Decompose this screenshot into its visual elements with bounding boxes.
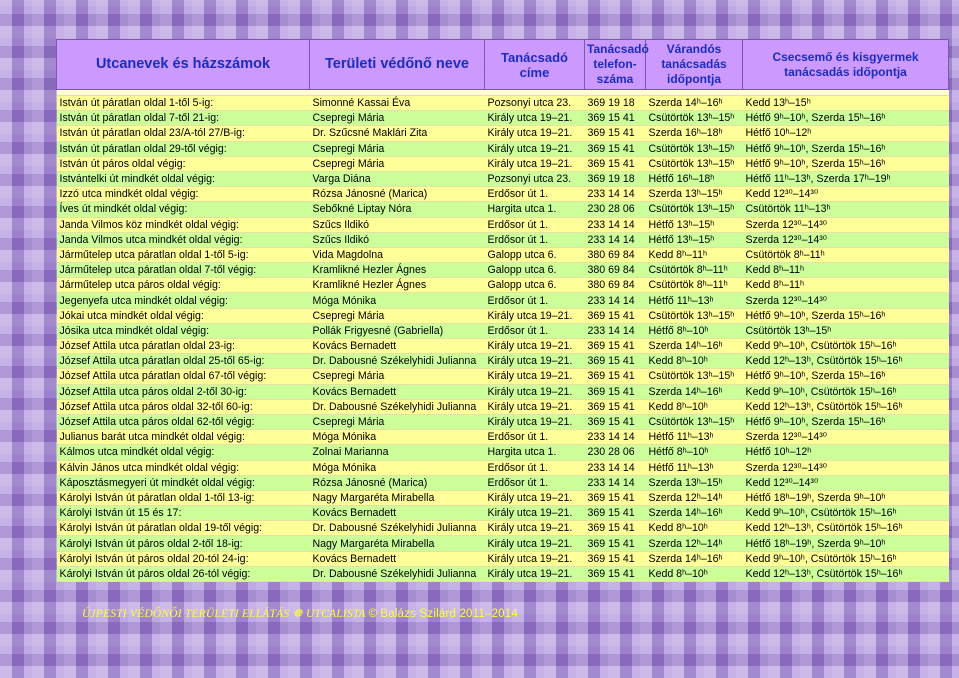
infant-time-cell: Hétfő 9ʰ–10ʰ, Szerda 15ʰ–16ʰ [743, 156, 949, 171]
pregnancy-time-cell: Kedd 8ʰ–11ʰ [646, 247, 743, 262]
nurse-cell: Kovács Bernadett [310, 384, 485, 399]
table-row [57, 339, 949, 354]
address-cell: Király utca 19–21. [485, 551, 585, 566]
header-infant-time: Csecsemő és kisgyermek tanácsadás időpontja [743, 40, 949, 90]
header-phone: Tanácsadó telefon-száma [585, 40, 646, 90]
phone-cell: 369 15 41 [585, 384, 646, 399]
street-cell: Káposztásmegyeri út mindkét oldal végig: [57, 475, 310, 490]
table-row [57, 506, 949, 521]
nurse-cell: Nagy Margaréta Mirabella [310, 536, 485, 551]
phone-cell: 380 69 84 [585, 278, 646, 293]
infant-time-cell: Hétfő 9ʰ–10ʰ, Szerda 15ʰ–16ʰ [743, 111, 949, 126]
pregnancy-time-cell: Kedd 8ʰ–10ʰ [646, 354, 743, 369]
table-body [57, 90, 949, 582]
pregnancy-time-cell: Hétfő 11ʰ–13ʰ [646, 430, 743, 445]
address-cell: Király utca 19–21. [485, 156, 585, 171]
nurse-cell: Móga Mónika [310, 460, 485, 475]
street-cell: István út páratlan oldal 1-től 5-ig: [57, 96, 310, 111]
street-cell: Jegenyefa utca mindkét oldal végig: [57, 293, 310, 308]
infant-time-cell: Csütörtök 11ʰ–13ʰ [743, 202, 949, 217]
table-row [57, 156, 949, 171]
pregnancy-time-cell: Szerda 12ʰ–14ʰ [646, 536, 743, 551]
phone-cell: 369 15 41 [585, 111, 646, 126]
table-row [57, 551, 949, 566]
street-cell: István út páratlan oldal 29-től végig: [57, 141, 310, 156]
header-nurse: Területi védőnő neve [310, 40, 485, 90]
table-row [57, 263, 949, 278]
pregnancy-time-cell: Csütörtök 8ʰ–11ʰ [646, 263, 743, 278]
pregnancy-time-cell: Hétfő 8ʰ–10ʰ [646, 323, 743, 338]
table-row [57, 536, 949, 551]
pregnancy-time-cell: Csütörtök 8ʰ–11ʰ [646, 278, 743, 293]
infant-time-cell: Kedd 9ʰ–10ʰ, Csütörtök 15ʰ–16ʰ [743, 551, 949, 566]
nurse-cell: Varga Diána [310, 171, 485, 186]
table-row [57, 217, 949, 232]
address-cell: Király utca 19–21. [485, 308, 585, 323]
street-cell: József Attila utca páros oldal 32-től 60-ig: [57, 399, 310, 414]
address-cell: Erdősor út 1. [485, 293, 585, 308]
table-row [57, 111, 949, 126]
nurse-cell: Simonné Kassai Éva [310, 96, 485, 111]
street-cell: István út páros oldal végig: [57, 156, 310, 171]
header-street: Utcanevek és házszámok [57, 40, 310, 90]
table-row [57, 202, 949, 217]
phone-cell: 369 15 41 [585, 308, 646, 323]
phone-cell: 230 28 06 [585, 202, 646, 217]
address-cell: Erdősor út 1. [485, 232, 585, 247]
header-pregnancy-time: Várandós tanácsadás időpontja [646, 40, 743, 90]
phone-cell: 233 14 14 [585, 323, 646, 338]
infant-time-cell: Szerda 12³⁰–14³⁰ [743, 430, 949, 445]
infant-time-cell: Hétfő 9ʰ–10ʰ, Szerda 15ʰ–16ʰ [743, 369, 949, 384]
footer-author: Balázs Szilárd 2011–2014 [380, 608, 518, 620]
schedule-sheet [56, 39, 948, 582]
table-row [57, 521, 949, 536]
address-cell: Erdősor út 1. [485, 323, 585, 338]
table-row [57, 323, 949, 338]
pregnancy-time-cell: Szerda 14ʰ–16ʰ [646, 339, 743, 354]
infant-time-cell: Hétfő 10ʰ–12ʰ [743, 126, 949, 141]
pregnancy-time-cell: Hétfő 8ʰ–10ʰ [646, 445, 743, 460]
street-cell: József Attila utca páratlan oldal 25-től 65-ig: [57, 354, 310, 369]
infant-time-cell: Hétfő 18ʰ–19ʰ, Szerda 9ʰ–10ʰ [743, 490, 949, 505]
infant-time-cell: Kedd 8ʰ–11ʰ [743, 278, 949, 293]
pregnancy-time-cell: Szerda 13ʰ–15ʰ [646, 187, 743, 202]
street-cell: Jósika utca mindkét oldal végig: [57, 323, 310, 338]
street-cell: Julianus barát utca mindkét oldal végig: [57, 430, 310, 445]
pregnancy-time-cell: Hétfő 11ʰ–13ʰ [646, 293, 743, 308]
infant-time-cell: Kedd 9ʰ–10ʰ, Csütörtök 15ʰ–16ʰ [743, 339, 949, 354]
nurse-cell: Szűcs Ildikó [310, 232, 485, 247]
pregnancy-time-cell: Csütörtök 13ʰ–15ʰ [646, 369, 743, 384]
footer-org: ÚJPESTI VÉDŐNŐI TERÜLETI ELLÁTÁS [82, 608, 290, 620]
address-cell: Király utca 19–21. [485, 384, 585, 399]
phone-cell: 369 15 41 [585, 339, 646, 354]
street-cell: Károlyi István út páros oldal 20-tól 24-ig: [57, 551, 310, 566]
street-cell: Járműtelep utca páros oldal végig: [57, 278, 310, 293]
street-cell: József Attila utca páros oldal 2-től 30-ig: [57, 384, 310, 399]
phone-cell: 233 14 14 [585, 293, 646, 308]
header-address: Tanácsadó címe [485, 40, 585, 90]
street-schedule-table [56, 39, 949, 582]
pregnancy-time-cell: Kedd 8ʰ–10ʰ [646, 521, 743, 536]
address-cell: Király utca 19–21. [485, 354, 585, 369]
phone-cell: 369 15 41 [585, 414, 646, 429]
address-cell: Király utca 19–21. [485, 399, 585, 414]
street-cell: Járműtelep utca páratlan oldal 1-től 5-ig: [57, 247, 310, 262]
street-cell: Károlyi István út páratlan oldal 19-től végig: [57, 521, 310, 536]
street-cell: Járműtelep utca páratlan oldal 7-től végig: [57, 263, 310, 278]
infant-time-cell: Kedd 12³⁰–14³⁰ [743, 475, 949, 490]
address-cell: Király utca 19–21. [485, 414, 585, 429]
table-header-row [57, 40, 949, 90]
phone-cell: 233 14 14 [585, 460, 646, 475]
infant-time-cell: Kedd 12ʰ–13ʰ, Csütörtök 15ʰ–16ʰ [743, 354, 949, 369]
street-cell: Janda Vilmos utca mindkét oldal végig: [57, 232, 310, 247]
address-cell: Király utca 19–21. [485, 141, 585, 156]
address-cell: Király utca 19–21. [485, 536, 585, 551]
pregnancy-time-cell: Csütörtök 13ʰ–15ʰ [646, 308, 743, 323]
phone-cell: 369 15 41 [585, 536, 646, 551]
pregnancy-time-cell: Szerda 14ʰ–16ʰ [646, 384, 743, 399]
address-cell: Hargita utca 1. [485, 445, 585, 460]
nurse-cell: Móga Mónika [310, 293, 485, 308]
pregnancy-time-cell: Szerda 16ʰ–18ʰ [646, 126, 743, 141]
address-cell: Király utca 19–21. [485, 566, 585, 581]
table-row [57, 187, 949, 202]
infant-time-cell: Kedd 12³⁰–14³⁰ [743, 187, 949, 202]
street-cell: István út páratlan oldal 23/A-tól 27/B-ig: [57, 126, 310, 141]
infant-time-cell: Kedd 8ʰ–11ʰ [743, 263, 949, 278]
footer-title: UTCALISTA [306, 608, 366, 620]
street-cell: Kálmos utca mindkét oldal végig: [57, 445, 310, 460]
phone-cell: 233 14 14 [585, 430, 646, 445]
phone-cell: 369 15 41 [585, 490, 646, 505]
address-cell: Pozsonyi utca 23. [485, 96, 585, 111]
table-row [57, 232, 949, 247]
pregnancy-time-cell: Kedd 8ʰ–10ʰ [646, 566, 743, 581]
table-row [57, 308, 949, 323]
street-cell: Izzó utca mindkét oldal végig: [57, 187, 310, 202]
address-cell: Király utca 19–21. [485, 490, 585, 505]
table-row [57, 141, 949, 156]
table-row [57, 445, 949, 460]
nurse-cell: Dr. Dabousné Székelyhidi Julianna [310, 399, 485, 414]
pregnancy-time-cell: Csütörtök 13ʰ–15ʰ [646, 141, 743, 156]
address-cell: Király utca 19–21. [485, 506, 585, 521]
address-cell: Király utca 19–21. [485, 521, 585, 536]
nurse-cell: Dr. Dabousné Székelyhidi Julianna [310, 521, 485, 536]
nurse-cell: Csepregi Mária [310, 141, 485, 156]
nurse-cell: Csepregi Mária [310, 369, 485, 384]
infant-time-cell: Hétfő 9ʰ–10ʰ, Szerda 15ʰ–16ʰ [743, 141, 949, 156]
table-row [57, 475, 949, 490]
pregnancy-time-cell: Szerda 13ʰ–15ʰ [646, 475, 743, 490]
table-row [57, 278, 949, 293]
phone-cell: 369 15 41 [585, 126, 646, 141]
address-cell: Erdősor út 1. [485, 187, 585, 202]
address-cell: Galopp utca 6. [485, 263, 585, 278]
pregnancy-time-cell: Szerda 12ʰ–14ʰ [646, 490, 743, 505]
pregnancy-time-cell: Csütörtök 13ʰ–15ʰ [646, 156, 743, 171]
nurse-cell: Dr. Szűcsné Maklári Zita [310, 126, 485, 141]
address-cell: Hargita utca 1. [485, 202, 585, 217]
phone-cell: 369 19 18 [585, 96, 646, 111]
street-cell: József Attila utca páratlan oldal 67-től végig: [57, 369, 310, 384]
phone-cell: 230 28 06 [585, 445, 646, 460]
phone-cell: 233 14 14 [585, 187, 646, 202]
nurse-cell: Csepregi Mária [310, 414, 485, 429]
nurse-cell: Dr. Dabousné Székelyhidi Julianna [310, 566, 485, 581]
table-row [57, 369, 949, 384]
nurse-cell: Vida Magdolna [310, 247, 485, 262]
address-cell: Erdősor út 1. [485, 460, 585, 475]
copyright-icon: © [368, 608, 378, 620]
street-cell: Károlyi István út páros oldal 2-től 18-ig: [57, 536, 310, 551]
nurse-cell: Pollák Frigyesné (Gabriella) [310, 323, 485, 338]
phone-cell: 233 14 14 [585, 232, 646, 247]
street-cell: József Attila utca páratlan oldal 23-ig: [57, 339, 310, 354]
infant-time-cell: Kedd 12ʰ–13ʰ, Csütörtök 15ʰ–16ʰ [743, 521, 949, 536]
footer [82, 606, 518, 620]
address-cell: Erdősor út 1. [485, 430, 585, 445]
nurse-cell: Csepregi Mária [310, 156, 485, 171]
address-cell: Pozsonyi utca 23. [485, 171, 585, 186]
infant-time-cell: Kedd 12ʰ–13ʰ, Csütörtök 15ʰ–16ʰ [743, 566, 949, 581]
infant-time-cell: Hétfő 18ʰ–19ʰ, Szerda 9ʰ–10ʰ [743, 536, 949, 551]
table-row [57, 247, 949, 262]
address-cell: Király utca 19–21. [485, 339, 585, 354]
address-cell: Erdősor út 1. [485, 217, 585, 232]
phone-cell: 233 14 14 [585, 217, 646, 232]
address-cell: Király utca 19–21. [485, 111, 585, 126]
infant-time-cell: Szerda 12³⁰–14³⁰ [743, 217, 949, 232]
infant-time-cell: Csütörtök 13ʰ–15ʰ [743, 323, 949, 338]
infant-time-cell: Kedd 9ʰ–10ʰ, Csütörtök 15ʰ–16ʰ [743, 506, 949, 521]
pregnancy-time-cell: Hétfő 13ʰ–15ʰ [646, 232, 743, 247]
table-row [57, 430, 949, 445]
street-cell: Károlyi István út 15 és 17: [57, 506, 310, 521]
pregnancy-time-cell: Szerda 14ʰ–16ʰ [646, 551, 743, 566]
phone-cell: 369 15 41 [585, 506, 646, 521]
street-cell: Károlyi István út páros oldal 26-tól végig: [57, 566, 310, 581]
phone-cell: 380 69 84 [585, 263, 646, 278]
phone-cell: 369 15 41 [585, 369, 646, 384]
table-row [57, 490, 949, 505]
pregnancy-time-cell: Hétfő 13ʰ–15ʰ [646, 217, 743, 232]
phone-cell: 369 15 41 [585, 141, 646, 156]
address-cell: Galopp utca 6. [485, 278, 585, 293]
street-cell: Kálvin János utca mindkét oldal végig: [57, 460, 310, 475]
pregnancy-time-cell: Szerda 14ʰ–16ʰ [646, 96, 743, 111]
table-row [57, 566, 949, 581]
street-cell: Íves út mindkét oldal végig: [57, 202, 310, 217]
street-cell: Jókai utca mindkét oldal végig: [57, 308, 310, 323]
table-row [57, 293, 949, 308]
nurse-cell: Csepregi Mária [310, 308, 485, 323]
table-row [57, 171, 949, 186]
table-row [57, 96, 949, 111]
street-cell: István út páratlan oldal 7-től 21-ig: [57, 111, 310, 126]
phone-cell: 380 69 84 [585, 247, 646, 262]
nurse-cell: Kovács Bernadett [310, 506, 485, 521]
infant-time-cell: Kedd 12ʰ–13ʰ, Csütörtök 15ʰ–16ʰ [743, 399, 949, 414]
phone-cell: 369 15 41 [585, 354, 646, 369]
table-row [57, 460, 949, 475]
nurse-cell: Zolnai Marianna [310, 445, 485, 460]
footer-symbol: ☸ [292, 608, 303, 620]
nurse-cell: Kovács Bernadett [310, 551, 485, 566]
table-row [57, 399, 949, 414]
infant-time-cell: Szerda 12³⁰–14³⁰ [743, 293, 949, 308]
infant-time-cell: Csütörtök 8ʰ–11ʰ [743, 247, 949, 262]
nurse-cell: Kovács Bernadett [310, 339, 485, 354]
pregnancy-time-cell: Csütörtök 13ʰ–15ʰ [646, 111, 743, 126]
street-cell: Károlyi István út páratlan oldal 1-től 13-ig: [57, 490, 310, 505]
pregnancy-time-cell: Szerda 14ʰ–16ʰ [646, 506, 743, 521]
phone-cell: 369 15 41 [585, 156, 646, 171]
nurse-cell: Rózsa Jánosné (Marica) [310, 187, 485, 202]
infant-time-cell: Kedd 9ʰ–10ʰ, Csütörtök 15ʰ–16ʰ [743, 384, 949, 399]
street-cell: Janda Vilmos köz mindkét oldal végig: [57, 217, 310, 232]
infant-time-cell: Hétfő 9ʰ–10ʰ, Szerda 15ʰ–16ʰ [743, 308, 949, 323]
nurse-cell: Sebőkné Liptay Nóra [310, 202, 485, 217]
pregnancy-time-cell: Csütörtök 13ʰ–15ʰ [646, 202, 743, 217]
infant-time-cell: Kedd 13ʰ–15ʰ [743, 96, 949, 111]
infant-time-cell: Szerda 12³⁰–14³⁰ [743, 232, 949, 247]
address-cell: Király utca 19–21. [485, 369, 585, 384]
table-row [57, 414, 949, 429]
nurse-cell: Kramlikné Hezler Ágnes [310, 278, 485, 293]
pregnancy-time-cell: Hétfő 11ʰ–13ʰ [646, 460, 743, 475]
table-row [57, 384, 949, 399]
street-cell: József Attila utca páros oldal 62-től végig: [57, 414, 310, 429]
nurse-cell: Szűcs Ildikó [310, 217, 485, 232]
address-cell: Erdősor út 1. [485, 475, 585, 490]
nurse-cell: Dr. Dabousné Székelyhidi Julianna [310, 354, 485, 369]
address-cell: Galopp utca 6. [485, 247, 585, 262]
phone-cell: 369 15 41 [585, 399, 646, 414]
infant-time-cell: Hétfő 10ʰ–12ʰ [743, 445, 949, 460]
nurse-cell: Kramlikné Hezler Ágnes [310, 263, 485, 278]
table-row [57, 126, 949, 141]
address-cell: Király utca 19–21. [485, 126, 585, 141]
pregnancy-time-cell: Kedd 8ʰ–10ʰ [646, 399, 743, 414]
pregnancy-time-cell: Csütörtök 13ʰ–15ʰ [646, 414, 743, 429]
phone-cell: 369 15 41 [585, 566, 646, 581]
phone-cell: 369 19 18 [585, 171, 646, 186]
nurse-cell: Rózsa Jánosné (Marica) [310, 475, 485, 490]
infant-time-cell: Hétfő 11ʰ–13ʰ, Szerda 17ʰ–19ʰ [743, 171, 949, 186]
phone-cell: 369 15 41 [585, 551, 646, 566]
infant-time-cell: Hétfő 9ʰ–10ʰ, Szerda 15ʰ–16ʰ [743, 414, 949, 429]
phone-cell: 233 14 14 [585, 475, 646, 490]
table-row [57, 354, 949, 369]
phone-cell: 369 15 41 [585, 521, 646, 536]
nurse-cell: Móga Mónika [310, 430, 485, 445]
pregnancy-time-cell: Hétfő 16ʰ–18ʰ [646, 171, 743, 186]
nurse-cell: Csepregi Mária [310, 111, 485, 126]
nurse-cell: Nagy Margaréta Mirabella [310, 490, 485, 505]
infant-time-cell: Szerda 12³⁰–14³⁰ [743, 460, 949, 475]
street-cell: Istvántelki út mindkét oldal végig: [57, 171, 310, 186]
